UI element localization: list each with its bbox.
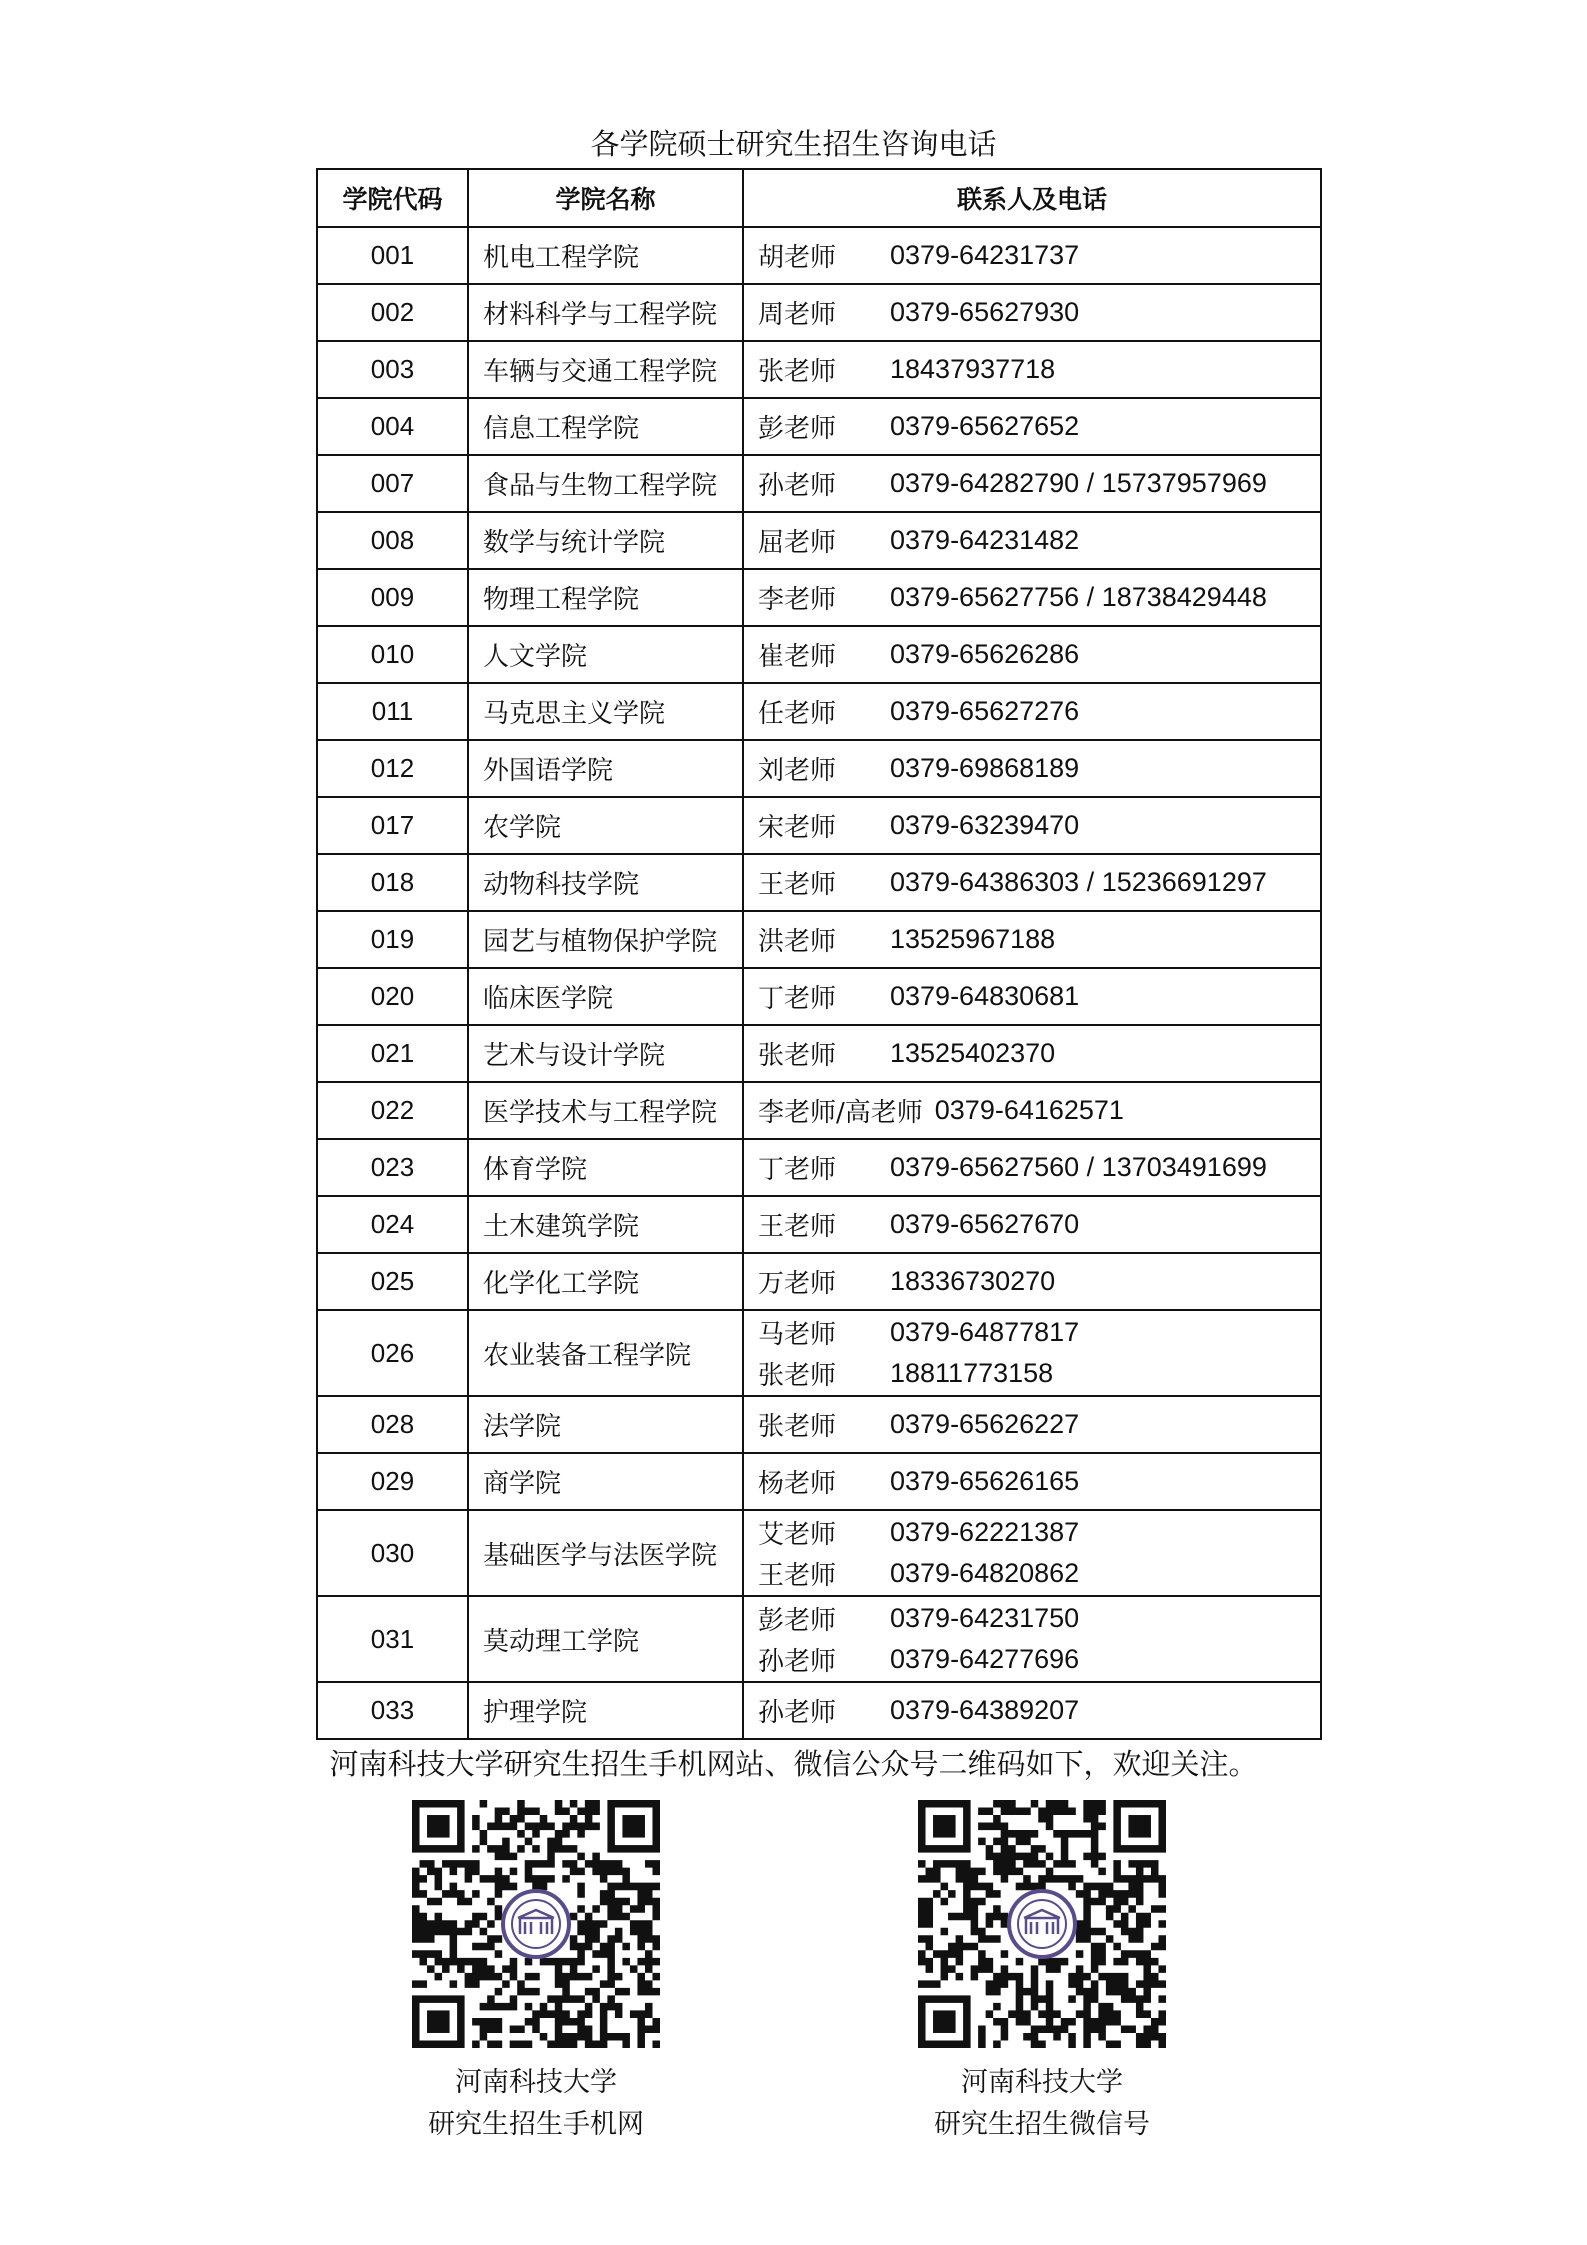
qr-block-wechat (882, 1800, 1202, 2146)
contact-person: 胡老师 (758, 243, 837, 273)
college-code: 001 (317, 227, 468, 284)
college-code: 004 (317, 398, 468, 455)
contact-line (758, 235, 1320, 276)
table-row (317, 626, 1321, 683)
college-code: 008 (317, 512, 468, 569)
university-seal-icon (503, 1891, 569, 1957)
contact-line (758, 862, 1320, 903)
college-name: 信息工程学院 (468, 398, 743, 455)
qr-finder-pattern (918, 1995, 971, 2048)
contact-phone: 0379-65627560 / 13703491699 (890, 1152, 1267, 1182)
table-row (317, 1453, 1321, 1510)
contact-line (758, 577, 1320, 618)
contact-cell (743, 227, 1321, 284)
contact-phone: 18336730270 (890, 1266, 1056, 1296)
contact-person: 张老师 (758, 1041, 837, 1071)
contact-line (758, 1353, 1320, 1394)
college-name: 马克思主义学院 (468, 683, 743, 740)
college-code: 007 (317, 455, 468, 512)
college-code: 030 (317, 1510, 468, 1596)
contact-phone: 0379-64830681 (890, 981, 1080, 1011)
college-name: 基础医学与法医学院 (468, 1510, 743, 1596)
contact-person: 孙老师 (758, 471, 837, 501)
contact-phone: 0379-65627670 (890, 1209, 1080, 1239)
college-code: 031 (317, 1596, 468, 1682)
college-name: 医学技术与工程学院 (468, 1082, 743, 1139)
contact-person: 丁老师 (758, 984, 837, 1014)
qr-finder-pattern (607, 1800, 660, 1853)
contact-phone: 0379-63239470 (890, 810, 1080, 840)
contact-person: 洪老师 (758, 927, 837, 957)
college-code: 017 (317, 797, 468, 854)
contact-person: 屈老师 (758, 528, 837, 558)
college-name: 数学与统计学院 (468, 512, 743, 569)
contact-person: 彭老师 (758, 1606, 837, 1636)
contact-table (316, 168, 1322, 1740)
contact-person: 李老师/高老师 (758, 1098, 923, 1128)
contact-line (758, 1690, 1320, 1731)
contact-person: 刘老师 (758, 756, 837, 786)
college-code: 010 (317, 626, 468, 683)
college-code: 028 (317, 1396, 468, 1453)
contact-line (758, 976, 1320, 1017)
contact-phone: 0379-64277696 (890, 1644, 1080, 1674)
qr-caption-line2: 研究生招生微信号 (934, 2109, 1150, 2140)
contact-phone: 0379-64877817 (890, 1317, 1080, 1347)
college-code: 026 (317, 1310, 468, 1396)
qr-code-icon (412, 1800, 660, 2048)
table-row (317, 1196, 1321, 1253)
table-row (317, 740, 1321, 797)
contact-line (758, 1461, 1320, 1502)
contact-person: 孙老师 (758, 1647, 837, 1677)
college-code: 033 (317, 1682, 468, 1739)
contact-line (758, 691, 1320, 732)
contact-person: 艾老师 (758, 1520, 837, 1550)
contact-cell (743, 1453, 1321, 1510)
college-code: 002 (317, 284, 468, 341)
contact-cell (743, 1310, 1321, 1396)
college-name: 园艺与植物保护学院 (468, 911, 743, 968)
college-name: 材料科学与工程学院 (468, 284, 743, 341)
contact-person: 王老师 (758, 1561, 837, 1591)
college-code: 029 (317, 1453, 468, 1510)
header-college-name: 学院名称 (468, 169, 743, 227)
contact-person: 李老师 (758, 585, 837, 615)
contact-cell (743, 797, 1321, 854)
contact-cell (743, 569, 1321, 626)
college-code: 018 (317, 854, 468, 911)
table-row (317, 455, 1321, 512)
contact-person: 王老师 (758, 870, 837, 900)
contact-line (758, 292, 1320, 333)
contact-phone: 0379-62221387 (890, 1517, 1080, 1547)
contact-phone: 0379-65627276 (890, 696, 1080, 726)
contact-person: 孙老师 (758, 1698, 837, 1728)
contact-line (758, 1598, 1320, 1639)
contact-line (758, 634, 1320, 675)
college-code: 009 (317, 569, 468, 626)
qr-code-mobile-site (412, 1800, 660, 2048)
contact-line (758, 1404, 1320, 1445)
contact-cell (743, 626, 1321, 683)
contact-person: 万老师 (758, 1269, 837, 1299)
contact-phone: 18437937718 (890, 354, 1056, 384)
contact-person: 丁老师 (758, 1155, 837, 1185)
contact-cell (743, 968, 1321, 1025)
table-row (317, 1253, 1321, 1310)
university-seal-icon (1009, 1891, 1075, 1957)
contact-phone: 0379-65627652 (890, 411, 1080, 441)
qr-code-icon (918, 1800, 1166, 2048)
contact-phone: 0379-64231482 (890, 525, 1080, 555)
table-row (317, 1310, 1321, 1396)
contact-cell (743, 683, 1321, 740)
college-name: 动物科技学院 (468, 854, 743, 911)
header-college-code: 学院代码 (317, 169, 468, 227)
contact-line (758, 1512, 1320, 1553)
table-row (317, 1510, 1321, 1596)
contact-cell (743, 455, 1321, 512)
college-name: 护理学院 (468, 1682, 743, 1739)
contact-phone: 0379-64389207 (890, 1695, 1080, 1725)
contact-person: 马老师 (758, 1320, 837, 1350)
qr-caption-line1: 河南科技大学 (961, 2067, 1123, 2098)
contact-phone: 0379-65626286 (890, 639, 1080, 669)
college-name: 莫动理工学院 (468, 1596, 743, 1682)
qr-finder-pattern (1113, 1800, 1166, 1853)
table-body (317, 227, 1321, 1739)
contact-cell (743, 854, 1321, 911)
qr-caption-line2: 研究生招生手机网 (428, 2109, 644, 2140)
college-code: 023 (317, 1139, 468, 1196)
contact-cell (743, 512, 1321, 569)
table-row (317, 1025, 1321, 1082)
table-row (317, 854, 1321, 911)
contact-cell (743, 398, 1321, 455)
contact-person: 杨老师 (758, 1469, 837, 1499)
college-code: 011 (317, 683, 468, 740)
contact-line (758, 1090, 1320, 1131)
table-row (317, 341, 1321, 398)
college-name: 体育学院 (468, 1139, 743, 1196)
contact-line (758, 1261, 1320, 1302)
contact-person: 张老师 (758, 357, 837, 387)
college-name: 人文学院 (468, 626, 743, 683)
college-name: 外国语学院 (468, 740, 743, 797)
contact-phone: 0379-65627930 (890, 297, 1080, 327)
contact-line (758, 1033, 1320, 1074)
table-row (317, 512, 1321, 569)
qr-intro-note: 河南科技大学研究生招生手机网站、微信公众号二维码如下，欢迎关注。 (329, 1747, 1258, 1781)
college-code: 025 (317, 1253, 468, 1310)
contact-cell (743, 284, 1321, 341)
table-row (317, 968, 1321, 1025)
contact-cell (743, 341, 1321, 398)
college-code: 021 (317, 1025, 468, 1082)
table-row (317, 227, 1321, 284)
college-name: 食品与生物工程学院 (468, 455, 743, 512)
qr-caption-line1: 河南科技大学 (455, 2067, 617, 2098)
table-row (317, 797, 1321, 854)
contact-person: 崔老师 (758, 642, 837, 672)
contact-cell (743, 1396, 1321, 1453)
contact-cell (743, 1025, 1321, 1082)
contact-line (758, 805, 1320, 846)
contact-line (758, 1553, 1320, 1594)
qr-block-mobile-site (376, 1800, 696, 2146)
page-title: 各学院硕士研究生招生咨询电话 (590, 127, 997, 161)
college-name: 艺术与设计学院 (468, 1025, 743, 1082)
contact-line (758, 1639, 1320, 1680)
contact-line (758, 463, 1320, 504)
contact-line (758, 1204, 1320, 1245)
college-code: 012 (317, 740, 468, 797)
college-name: 机电工程学院 (468, 227, 743, 284)
contact-cell (743, 1082, 1321, 1139)
contact-line (758, 349, 1320, 390)
table-row (317, 1139, 1321, 1196)
contact-cell (743, 1196, 1321, 1253)
college-name: 化学化工学院 (468, 1253, 743, 1310)
contact-person: 宋老师 (758, 813, 837, 843)
table-row (317, 1082, 1321, 1139)
college-code: 019 (317, 911, 468, 968)
contact-phone: 0379-64820862 (890, 1558, 1080, 1588)
contact-phone: 0379-65626227 (890, 1409, 1080, 1439)
contact-cell (743, 1139, 1321, 1196)
college-name: 临床医学院 (468, 968, 743, 1025)
contact-phone: 0379-64231750 (890, 1603, 1080, 1633)
contact-cell (743, 911, 1321, 968)
contact-line (758, 406, 1320, 447)
contact-cell (743, 1253, 1321, 1310)
college-code: 020 (317, 968, 468, 1025)
contact-person: 周老师 (758, 300, 837, 330)
contact-phone: 13525402370 (890, 1038, 1056, 1068)
contact-line (758, 1312, 1320, 1353)
contact-phone: 0379-64282790 / 15737957969 (890, 468, 1267, 498)
contact-phone: 13525967188 (890, 924, 1056, 954)
contact-phone: 0379-65627756 / 18738429448 (890, 582, 1267, 612)
contact-line (758, 520, 1320, 561)
contact-person: 王老师 (758, 1212, 837, 1242)
college-code: 022 (317, 1082, 468, 1139)
table-row (317, 911, 1321, 968)
college-name: 土木建筑学院 (468, 1196, 743, 1253)
header-contact: 联系人及电话 (743, 169, 1321, 227)
table-row (317, 1396, 1321, 1453)
contact-line (758, 748, 1320, 789)
college-name: 农学院 (468, 797, 743, 854)
college-code: 003 (317, 341, 468, 398)
contact-cell (743, 740, 1321, 797)
college-name: 物理工程学院 (468, 569, 743, 626)
table-row (317, 398, 1321, 455)
contact-phone: 18811773158 (890, 1358, 1054, 1388)
college-name: 商学院 (468, 1453, 743, 1510)
table-header-row (317, 169, 1321, 227)
table-row (317, 569, 1321, 626)
contact-person: 彭老师 (758, 414, 837, 444)
qr-code-wechat (918, 1800, 1166, 2048)
contact-phone: 0379-64231737 (890, 240, 1080, 270)
contact-line (758, 1147, 1320, 1188)
table-row (317, 284, 1321, 341)
college-name: 农业装备工程学院 (468, 1310, 743, 1396)
contact-phone: 0379-65626165 (890, 1466, 1080, 1496)
table-row (317, 1596, 1321, 1682)
contact-phone: 0379-64386303 / 15236691297 (890, 867, 1267, 897)
contact-cell (743, 1596, 1321, 1682)
qr-finder-pattern (412, 1800, 465, 1853)
college-name: 车辆与交通工程学院 (468, 341, 743, 398)
table-row (317, 683, 1321, 740)
contact-person: 张老师 (758, 1412, 837, 1442)
qr-finder-pattern (918, 1800, 971, 1853)
college-code: 024 (317, 1196, 468, 1253)
contact-person: 张老师 (758, 1361, 837, 1391)
contact-cell (743, 1510, 1321, 1596)
contact-phone: 0379-64162571 (934, 1095, 1124, 1125)
contact-line (758, 919, 1320, 960)
contact-person: 任老师 (758, 699, 837, 729)
qr-finder-pattern (412, 1995, 465, 2048)
contact-cell (743, 1682, 1321, 1739)
college-name: 法学院 (468, 1396, 743, 1453)
table-row (317, 1682, 1321, 1739)
contact-phone: 0379-69868189 (890, 753, 1080, 783)
